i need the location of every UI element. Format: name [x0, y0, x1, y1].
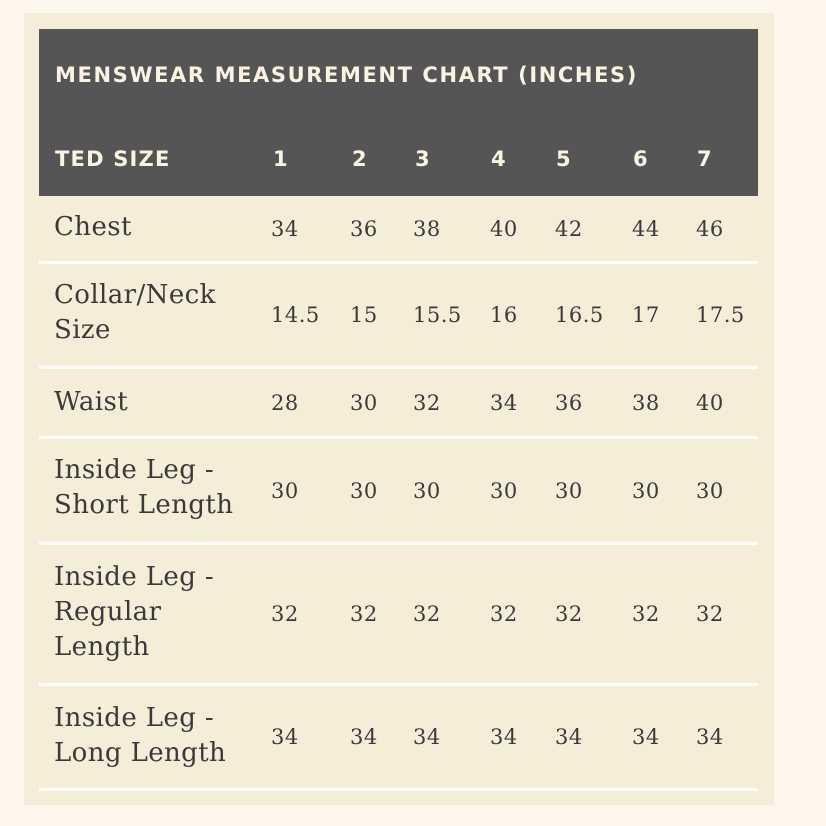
size-3: 3 — [415, 147, 431, 171]
cell-value: 17 — [632, 303, 660, 327]
cell-value: 34 — [271, 725, 299, 749]
cell-value: 40 — [490, 217, 518, 241]
size-6: 6 — [633, 147, 649, 171]
cell-value: 34 — [490, 391, 518, 415]
cell-value: 30 — [413, 479, 441, 503]
table-row — [39, 264, 758, 369]
cell-value: 30 — [632, 479, 660, 503]
cell-value: 36 — [350, 217, 378, 241]
cell-value: 30 — [350, 479, 378, 503]
cell-value: 32 — [696, 602, 724, 626]
row-label: Inside Leg - Short Length — [54, 455, 234, 520]
cell-value: 32 — [632, 602, 660, 626]
cell-value: 14.5 — [271, 303, 320, 327]
measurement-chart — [39, 29, 758, 791]
cell-value: 32 — [555, 602, 583, 626]
cell-value: 15 — [350, 303, 378, 327]
cell-value: 34 — [413, 725, 441, 749]
cell-value: 34 — [632, 725, 660, 749]
cell-value: 32 — [271, 602, 299, 626]
table-row — [39, 545, 758, 686]
cell-value: 34 — [490, 725, 518, 749]
table-row — [39, 439, 758, 545]
cell-value: 30 — [696, 479, 724, 503]
cell-value: 15.5 — [413, 303, 462, 327]
cell-value: 44 — [632, 217, 660, 241]
size-5: 5 — [556, 147, 572, 171]
row-label: Waist — [54, 387, 129, 417]
cell-value: 28 — [271, 391, 299, 415]
table-row — [39, 196, 758, 264]
size-2: 2 — [352, 147, 368, 171]
cell-value: 36 — [555, 391, 583, 415]
row-label: Inside Leg - Long Length — [54, 703, 227, 768]
table-row — [39, 369, 758, 439]
table-row — [39, 686, 758, 791]
cell-value: 30 — [555, 479, 583, 503]
cell-value: 30 — [271, 479, 299, 503]
cell-value: 38 — [632, 391, 660, 415]
cell-value: 42 — [555, 217, 583, 241]
cell-value: 32 — [413, 602, 441, 626]
cell-value: 16 — [490, 303, 518, 327]
row-label: Inside Leg - Regular Length — [54, 562, 215, 662]
row-label: Collar/Neck Size — [54, 280, 216, 345]
chart-title: MENSWEAR MEASUREMENT CHART (INCHES) — [55, 63, 638, 87]
size-1: 1 — [273, 147, 289, 171]
cell-value: 17.5 — [696, 303, 745, 327]
cell-value: 34 — [350, 725, 378, 749]
size-header-label: TED SIZE — [55, 147, 171, 171]
cell-value: 34 — [555, 725, 583, 749]
cell-value: 16.5 — [555, 303, 604, 327]
measurement-rows — [39, 196, 758, 791]
cell-value: 34 — [696, 725, 724, 749]
cell-value: 46 — [696, 217, 724, 241]
cell-value: 40 — [696, 391, 724, 415]
chart-header — [39, 29, 758, 196]
cell-value: 32 — [350, 602, 378, 626]
size-header-row — [39, 147, 758, 173]
cell-value: 34 — [271, 217, 299, 241]
row-label: Chest — [54, 212, 132, 242]
cell-value: 38 — [413, 217, 441, 241]
cell-value: 32 — [413, 391, 441, 415]
size-7: 7 — [697, 147, 713, 171]
cell-value: 32 — [490, 602, 518, 626]
cell-value: 30 — [350, 391, 378, 415]
size-4: 4 — [491, 147, 507, 171]
cell-value: 30 — [490, 479, 518, 503]
